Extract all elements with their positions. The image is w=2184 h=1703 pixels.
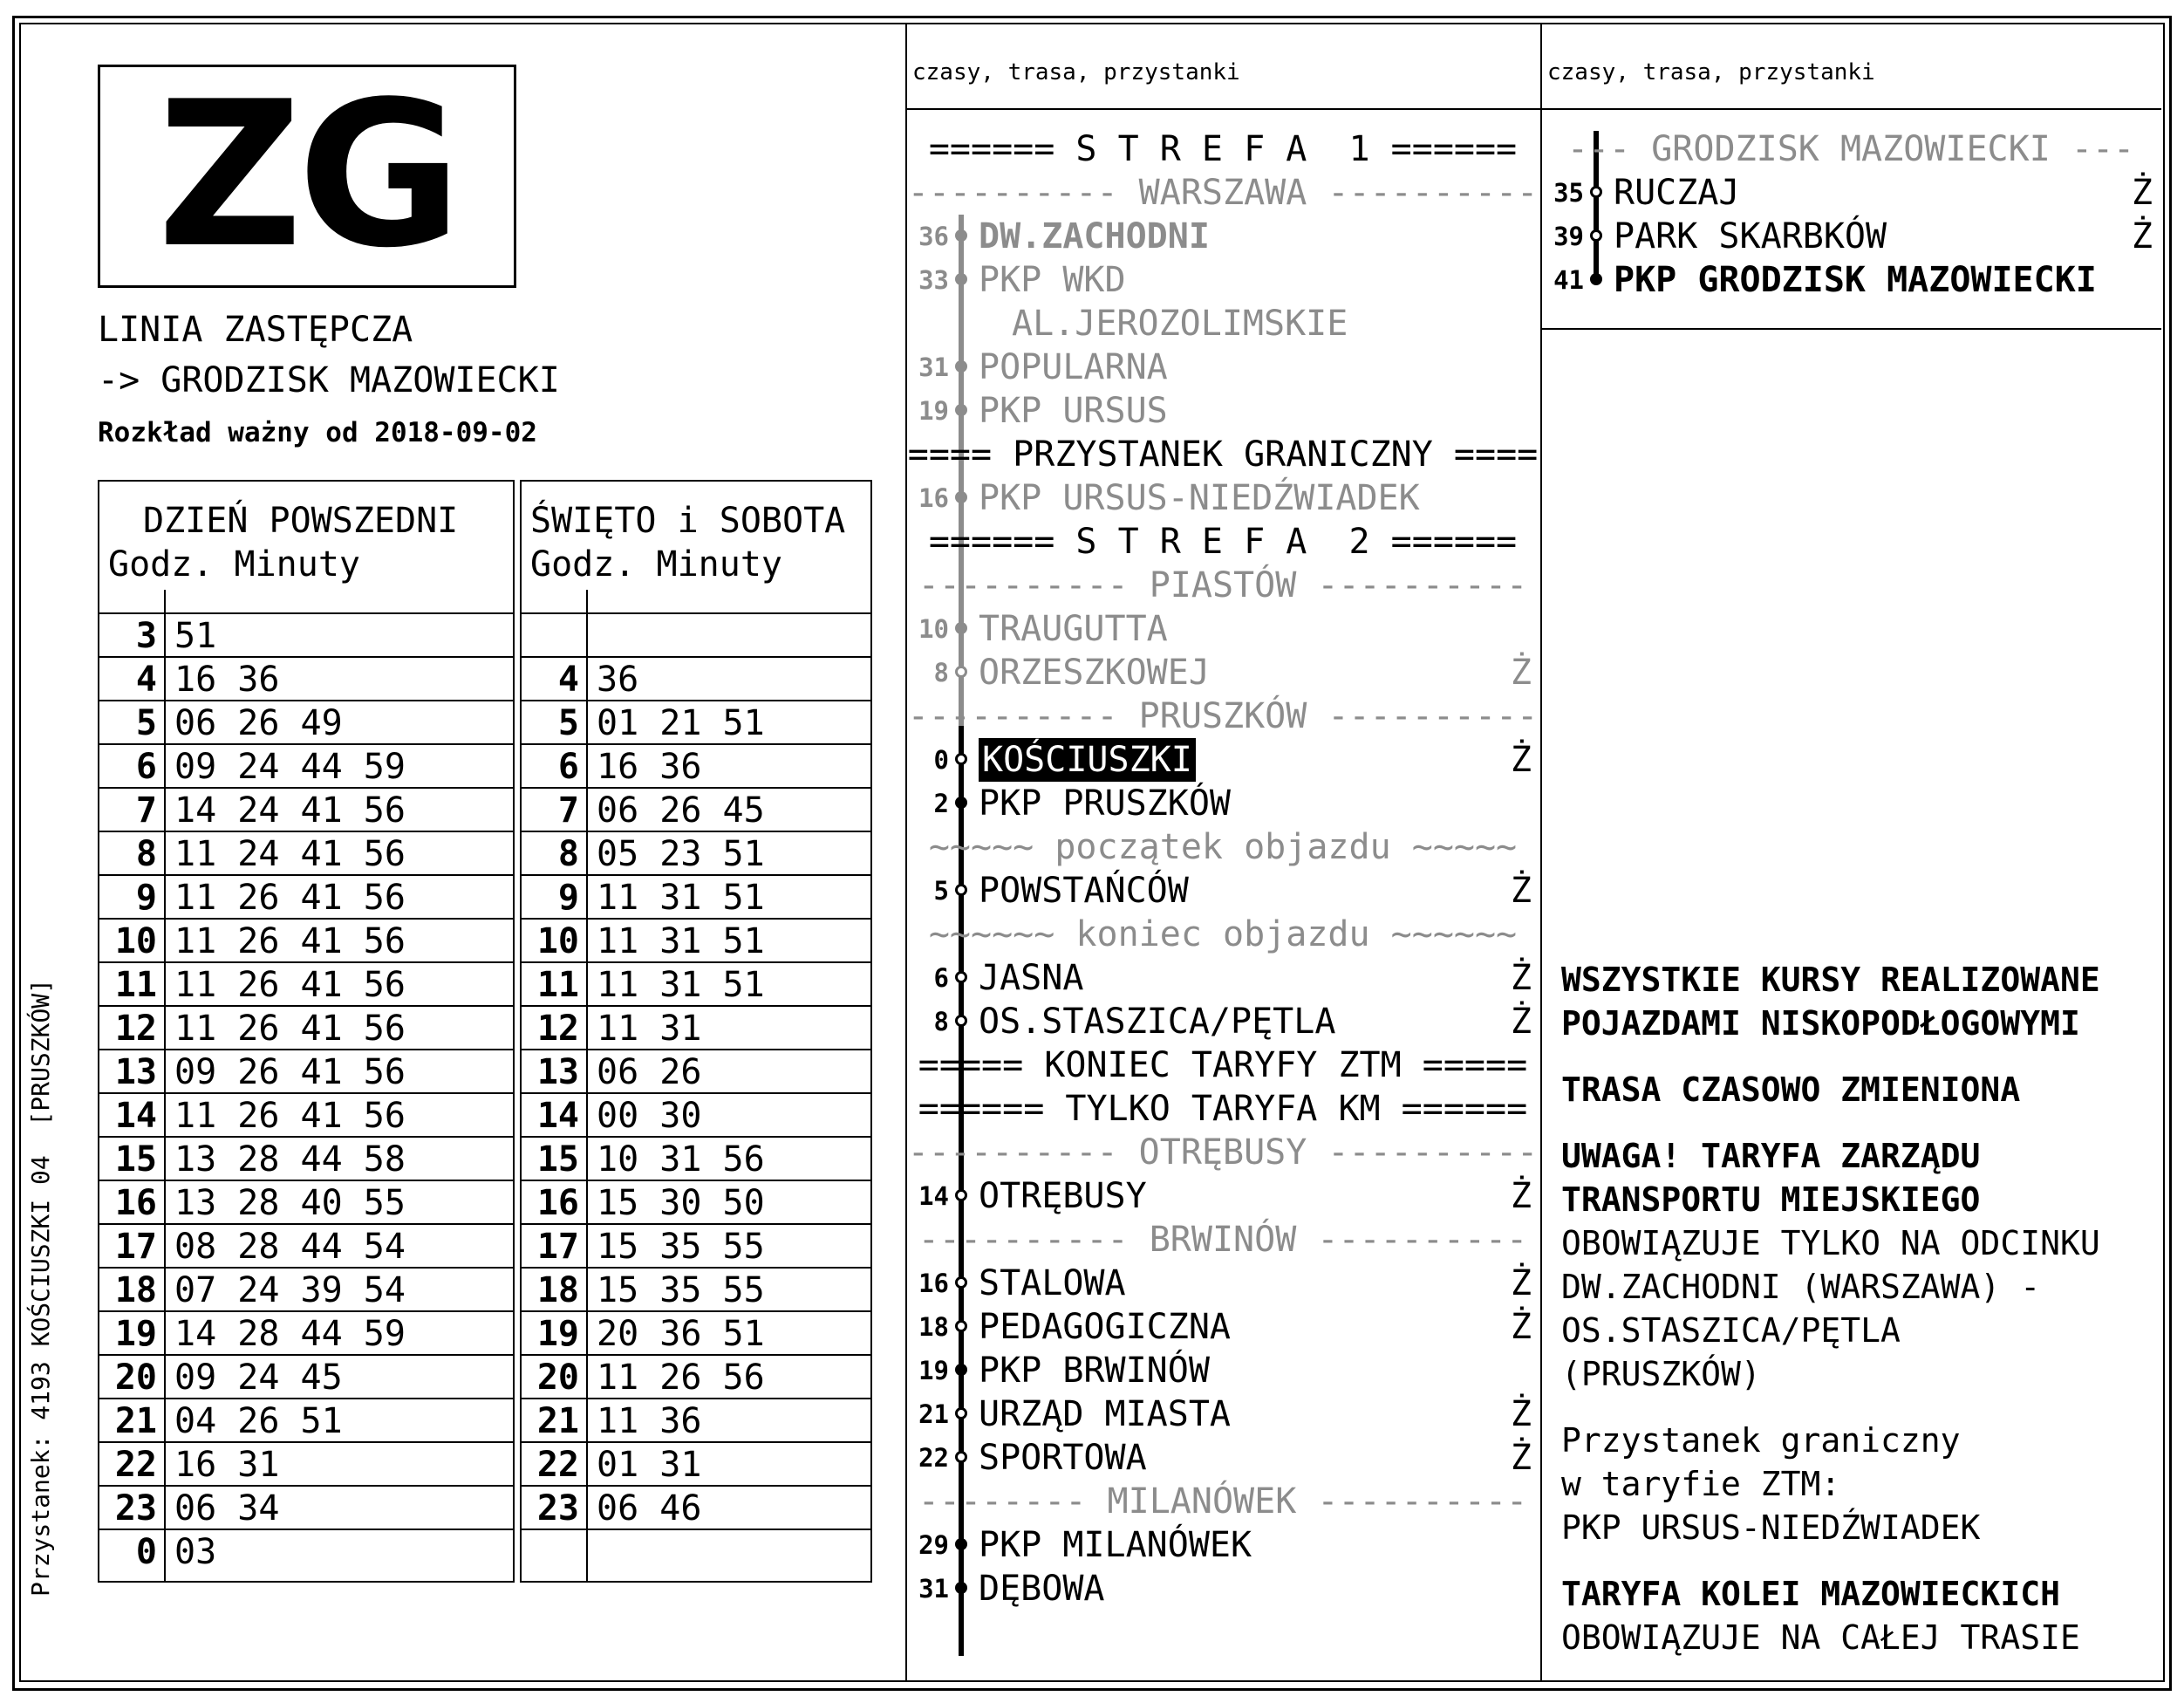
stop-dot-icon [955,1538,967,1550]
hour-cell: 20 [114,1358,157,1398]
timetable-row [99,963,513,1007]
hour-cell: 16 [536,1183,579,1223]
note-line: Przystanek graniczny [1561,1421,1961,1460]
hour-cell: 18 [536,1270,579,1310]
note-line: OBOWIĄZUJE NA CAŁEJ TRASIE [1561,1618,2080,1657]
timetable-row [99,1225,513,1269]
note-line: POJAZDAMI NISKOPODŁOGOWYMI [1561,1004,2080,1043]
holiday-timetable [520,480,872,1583]
note-line: TRANSPORTU MIEJSKIEGO [1561,1180,1981,1219]
request-stop-dot-icon [955,1407,967,1419]
minutes-cell: 11 31 51 [597,878,765,918]
timetable-row [99,1487,513,1530]
col2-rule [1540,328,2161,330]
route-separator: ---------- BRWINÓW ---------- [918,1220,1528,1260]
hour-cell: 17 [536,1227,579,1267]
stop-dot-icon [955,404,967,416]
route-stop [907,1349,1539,1392]
hour-cell: 23 [114,1488,157,1529]
note-line: (PRUSZKÓW) [1561,1355,1761,1393]
minutes-cell: 06 46 [597,1488,702,1529]
stop-dot-icon [955,491,967,503]
travel-time: 22 [918,1443,949,1473]
minutes-cell: 01 21 51 [597,703,765,743]
hour-cell: 23 [536,1488,579,1529]
timetable-row [522,876,870,920]
route-stop [907,607,1539,651]
stop-name: PKP PRUSZKÓW [979,783,1231,824]
timetable-row [99,1138,513,1181]
hour-cell: 22 [114,1445,157,1485]
travel-time: 39 [1553,222,1584,251]
on-request-mark: Ż [1510,1002,1532,1042]
route-stop [907,258,1539,302]
travel-time: 2 [933,789,949,818]
hour-cell: 7 [135,790,157,831]
stop-name: PEDAGOGICZNA [979,1307,1231,1347]
request-stop-dot-icon [1590,229,1602,242]
stop-name: PKP WKD [979,260,1126,300]
on-request-mark: Ż [1510,871,1532,911]
hour-cell: 19 [114,1314,157,1354]
travel-time: 8 [933,658,949,687]
hour-cell: 13 [536,1052,579,1092]
stop-name: SPORTOWA [979,1438,1147,1478]
stop-dot-icon [955,360,967,373]
timetable-row [99,745,513,789]
on-request-mark: Ż [1510,1263,1532,1303]
stop-name: ORZESZKOWEJ [979,653,1210,693]
valid-from: Rozkład ważny od 2018-09-02 [98,417,537,448]
stop-name: DW.ZACHODNI [979,216,1210,256]
stop-name: POWSTAŃCÓW [979,871,1189,911]
route-stop [907,782,1539,825]
on-request-mark: Ż [1510,1394,1532,1434]
stop-name: PKP URSUS [979,391,1168,431]
hour-cell: 5 [557,703,579,743]
stop-name: PKP URSUS-NIEDŹWIADEK [979,478,1420,518]
route-separator: ===== KONIEC TARYFY ZTM ===== [918,1045,1528,1085]
timetable-row [99,1399,513,1443]
hour-cell: 11 [536,965,579,1005]
hour-cell: 14 [114,1096,157,1136]
note-line: PKP URSUS-NIEDŹWIADEK [1561,1508,1981,1547]
minutes-cell: 11 31 51 [597,921,765,961]
travel-time: 33 [918,265,949,295]
minutes-cell: 11 31 51 [597,965,765,1005]
route-separator: ====== S T R E F A 1 ====== [928,129,1518,169]
minutes-cell: 15 35 55 [597,1270,765,1310]
on-request-mark: Ż [1510,1307,1532,1347]
travel-time: 21 [918,1399,949,1429]
minutes-cell: 36 [597,660,639,700]
request-stop-dot-icon [955,1015,967,1027]
request-stop-dot-icon [1590,186,1602,198]
stop-dot-icon [955,797,967,809]
timetable-row [99,658,513,701]
header-tick [586,590,588,614]
hour-cell: 21 [536,1401,579,1441]
holiday-subtitle: Godz. Minuty [530,544,782,585]
route-header-right: czasy, trasa, przystanki [1547,59,1875,85]
note-line: TRASA CZASOWO ZMIENIONA [1561,1070,2021,1109]
minutes-cell: 11 26 56 [597,1358,765,1398]
timetable-row [522,789,870,832]
route-stop [907,1392,1539,1436]
request-stop-dot-icon [955,753,967,765]
minutes-cell: 14 28 44 59 [174,1314,406,1354]
travel-time: 19 [918,1356,949,1385]
stop-dot-icon [955,1582,967,1594]
travel-time: 0 [933,745,949,775]
on-request-mark: Ż [2131,216,2153,256]
timetable-row [522,1138,870,1181]
stop-name: KOŚCIUSZKI [979,738,1196,782]
minutes-cell: 20 36 51 [597,1314,765,1354]
hour-cell: 8 [557,834,579,874]
note-line: OS.STASZICA/PĘTLA [1561,1311,1901,1350]
hour-cell: 5 [135,703,157,743]
hour-cell: 15 [536,1139,579,1180]
weekday-timetable [98,480,515,1583]
hour-cell: 18 [114,1270,157,1310]
travel-time: 10 [918,614,949,644]
route-separator: ---------- OTRĘBUSY ---------- [907,1132,1539,1173]
note-line: DW.ZACHODNI (WARSZAWA) - [1561,1268,2041,1306]
minutes-cell: 00 30 [597,1096,702,1136]
holiday-header [522,482,870,614]
route-stop [907,1436,1539,1480]
hour-cell: 9 [135,878,157,918]
minutes-cell: 01 31 [597,1445,702,1485]
hour-cell: 10 [114,921,157,961]
route-separator: ~~~~~~ koniec objazdu ~~~~~~ [928,914,1518,954]
minutes-cell: 05 23 51 [597,834,765,874]
route-separator: ---------- WARSZAWA ---------- [907,173,1539,213]
route-separator: ==== PRZYSTANEK GRANICZNY ==== [907,434,1539,475]
hour-cell: 22 [536,1445,579,1485]
on-request-mark: Ż [1510,653,1532,693]
hour-cell: 8 [135,834,157,874]
travel-time: 31 [918,1574,949,1604]
travel-time: 8 [933,1007,949,1036]
travel-time: 29 [918,1530,949,1560]
travel-time: 16 [918,1269,949,1298]
route-stop [907,1305,1539,1349]
minutes-cell: 06 26 45 [597,790,765,831]
timetable-row [99,1050,513,1094]
minutes-cell: 11 36 [597,1401,702,1441]
stop-dot-icon [955,1364,967,1376]
travel-time: 36 [918,222,949,251]
route-stop [1542,215,2160,258]
timetable-row [522,1443,870,1487]
timetable-row [99,876,513,920]
timetable-row [522,1094,870,1138]
hour-cell: 15 [114,1139,157,1180]
timetable-row [522,1487,870,1530]
route-stop [907,215,1539,258]
timetable-row [99,1443,513,1487]
timetable-row [99,1007,513,1050]
minutes-cell: 13 28 44 58 [174,1139,406,1180]
request-stop-dot-icon [955,884,967,896]
hour-cell: 9 [557,878,579,918]
stop-dot-icon [955,622,967,634]
route-separator: ~~~~~ początek objazdu ~~~~~ [928,827,1518,867]
hour-cell: 13 [114,1052,157,1092]
minutes-cell: 11 31 [597,1009,702,1049]
route-stop [1542,258,2160,302]
stop-name: PARK SKARBKÓW [1614,216,1887,256]
request-stop-dot-icon [955,1189,967,1201]
stop-name: RUCZAJ [1614,173,1740,213]
timetable-row [99,701,513,745]
stop-name: JASNA [979,958,1084,998]
travel-time: 19 [918,396,949,426]
travel-time: 5 [933,876,949,906]
minutes-cell: 07 24 39 54 [174,1270,406,1310]
hour-cell: 11 [114,965,157,1005]
timetable-row [522,1399,870,1443]
minutes-cell: 03 [174,1532,217,1572]
timetable-row [522,1181,870,1225]
travel-time: 14 [918,1181,949,1211]
route-separator: ---------- PIASTÓW ---------- [918,565,1528,605]
route-stop [907,738,1539,782]
minutes-cell: 15 35 55 [597,1227,765,1267]
minutes-cell: 13 28 40 55 [174,1183,406,1223]
stop-name: OTRĘBUSY [979,1176,1147,1216]
request-stop-dot-icon [955,1276,967,1289]
timetable-row [522,1312,870,1356]
timetable-row [522,1225,870,1269]
stop-name: STALOWA [979,1263,1126,1303]
stop-name-continued: AL.JEROZOLIMSKIE [1012,304,1348,344]
line-code: ZG [157,59,457,292]
route-stop [907,1567,1539,1611]
timetable-row [522,1356,870,1399]
request-stop-dot-icon [955,666,967,678]
travel-time: 6 [933,963,949,993]
request-stop-dot-icon [955,1320,967,1332]
timetable-row [522,701,870,745]
weekday-header [99,482,513,614]
minutes-cell: 16 31 [174,1445,280,1485]
timetable-row [522,745,870,789]
stop-name: PKP BRWINÓW [979,1351,1210,1391]
hour-cell: 14 [536,1096,579,1136]
timetable-row [99,1269,513,1312]
stop-dot-icon [955,229,967,242]
hour-cell: 0 [135,1532,157,1572]
stop-name: POPULARNA [979,347,1168,387]
on-request-mark: Ż [1510,1438,1532,1478]
hour-cell: 4 [135,660,157,700]
route-stop [907,1174,1539,1218]
hour-cell: 6 [135,747,157,787]
minutes-cell: 14 24 41 56 [174,790,406,831]
route-stop [907,1000,1539,1043]
minutes-cell: 10 31 56 [597,1139,765,1180]
timetable-row [522,1007,870,1050]
travel-time: 16 [918,483,949,513]
hour-cell: 21 [114,1401,157,1441]
route-stop [907,869,1539,913]
minutes-cell: 06 26 [597,1052,702,1092]
travel-time: 41 [1553,265,1584,295]
minutes-cell: 16 36 [597,747,702,787]
stop-name: TRAUGUTTA [979,609,1168,649]
stop-label: Przystanek: 4193 KOŚCIUSZKI 04 [PRUSZKÓW] [26,978,55,1597]
timetable-row [522,614,870,658]
stop-name: URZĄD MIASTA [979,1394,1231,1434]
on-request-mark: Ż [1510,958,1532,998]
minutes-cell: 09 24 45 [174,1358,343,1398]
route-separator: ====== S T R E F A 2 ====== [928,522,1518,562]
header-tick [164,590,166,614]
minutes-cell: 51 [174,616,217,656]
note-line: WSZYSTKIE KURSY REALIZOWANE [1561,961,2100,999]
line-type: LINIA ZASTĘPCZA [98,310,413,350]
timetable-row [522,832,870,876]
holiday-title: ŚWIĘTO i SOBOTA [530,501,846,541]
route-separator: --- GRODZISK MAZOWIECKI --- [1566,129,2135,169]
route-stop [907,389,1539,433]
weekday-title: DZIEŃ POWSZEDNI [143,501,459,541]
route-separator: ====== TYLKO TARYFA KM ====== [918,1089,1528,1129]
hour-cell: 4 [557,660,579,700]
route-separator: ---------- PRUSZKÓW ---------- [907,696,1539,736]
route-stop [907,956,1539,1000]
minutes-cell: 15 30 50 [597,1183,765,1223]
hour-cell: 20 [536,1358,579,1398]
on-request-mark: Ż [1510,1176,1532,1216]
travel-time: 18 [918,1312,949,1342]
stop-dot-icon [955,273,967,285]
minutes-cell: 11 26 41 56 [174,1096,406,1136]
line-direction: -> GRODZISK MAZOWIECKI [98,360,560,400]
minutes-cell: 04 26 51 [174,1401,343,1441]
minutes-cell: 06 34 [174,1488,280,1529]
hour-cell: 12 [114,1009,157,1049]
minutes-cell: 16 36 [174,660,280,700]
header-rule [905,108,2161,110]
stop-dot-icon [1590,273,1602,285]
route-stop [907,1262,1539,1305]
timetable-row [99,1312,513,1356]
hour-cell: 6 [557,747,579,787]
route-header-left: czasy, trasa, przystanki [912,59,1240,85]
minutes-cell: 11 26 41 56 [174,921,406,961]
request-stop-dot-icon [955,1451,967,1463]
hour-cell: 10 [536,921,579,961]
hour-cell: 7 [557,790,579,831]
hour-cell: 3 [135,616,157,656]
route-stop [1542,171,2160,215]
stop-name: DĘBOWA [979,1569,1105,1609]
note-line: UWAGA! TARYFA ZARZĄDU [1561,1137,1981,1175]
timetable-row [99,1094,513,1138]
route-stop [907,476,1539,520]
stop-name: PKP MILANÓWEK [979,1525,1252,1565]
minutes-cell: 09 26 41 56 [174,1052,406,1092]
hour-cell: 16 [114,1183,157,1223]
on-request-mark: Ż [2131,173,2153,213]
hour-cell: 19 [536,1314,579,1354]
timetable-row [99,614,513,658]
on-request-mark: Ż [1510,740,1532,780]
timetable-row [522,1269,870,1312]
timetable-row [522,658,870,701]
timetable-row [99,1530,513,1572]
timetable-row [99,920,513,963]
travel-time: 35 [1553,178,1584,208]
minutes-cell: 11 26 41 56 [174,1009,406,1049]
minutes-cell: 06 26 49 [174,703,343,743]
hour-cell: 17 [114,1227,157,1267]
timetable-row [522,963,870,1007]
minutes-cell: 11 26 41 56 [174,965,406,1005]
line-logo [98,59,516,292]
note-line: TARYFA KOLEI MAZOWIECKICH [1561,1575,2060,1613]
timetable-row [99,832,513,876]
note-line: w taryfie ZTM: [1561,1465,1841,1503]
request-stop-dot-icon [955,971,967,983]
route-separator: -------- MILANÓWEK ---------- [918,1481,1528,1522]
minutes-cell: 11 26 41 56 [174,878,406,918]
timetable-row [99,789,513,832]
minutes-cell: 08 28 44 54 [174,1227,406,1267]
route-stop [907,1523,1539,1567]
stop-name: PKP GRODZISK MAZOWIECKI [1614,260,2097,300]
travel-time: 31 [918,352,949,382]
minutes-cell: 09 24 44 59 [174,747,406,787]
weekday-subtitle: Godz. Minuty [108,544,360,585]
minutes-cell: 11 24 41 56 [174,834,406,874]
timetable-row [522,920,870,963]
timetable-row [99,1356,513,1399]
note-line: OBOWIĄZUJE TYLKO NA ODCINKU [1561,1224,2100,1262]
timetable-row [99,1181,513,1225]
timetable-row [522,1050,870,1094]
hour-cell: 12 [536,1009,579,1049]
route-stop [907,651,1539,694]
stop-name: OS.STASZICA/PĘTLA [979,1002,1336,1042]
route-stop [907,345,1539,389]
timetable-row [522,1530,870,1572]
